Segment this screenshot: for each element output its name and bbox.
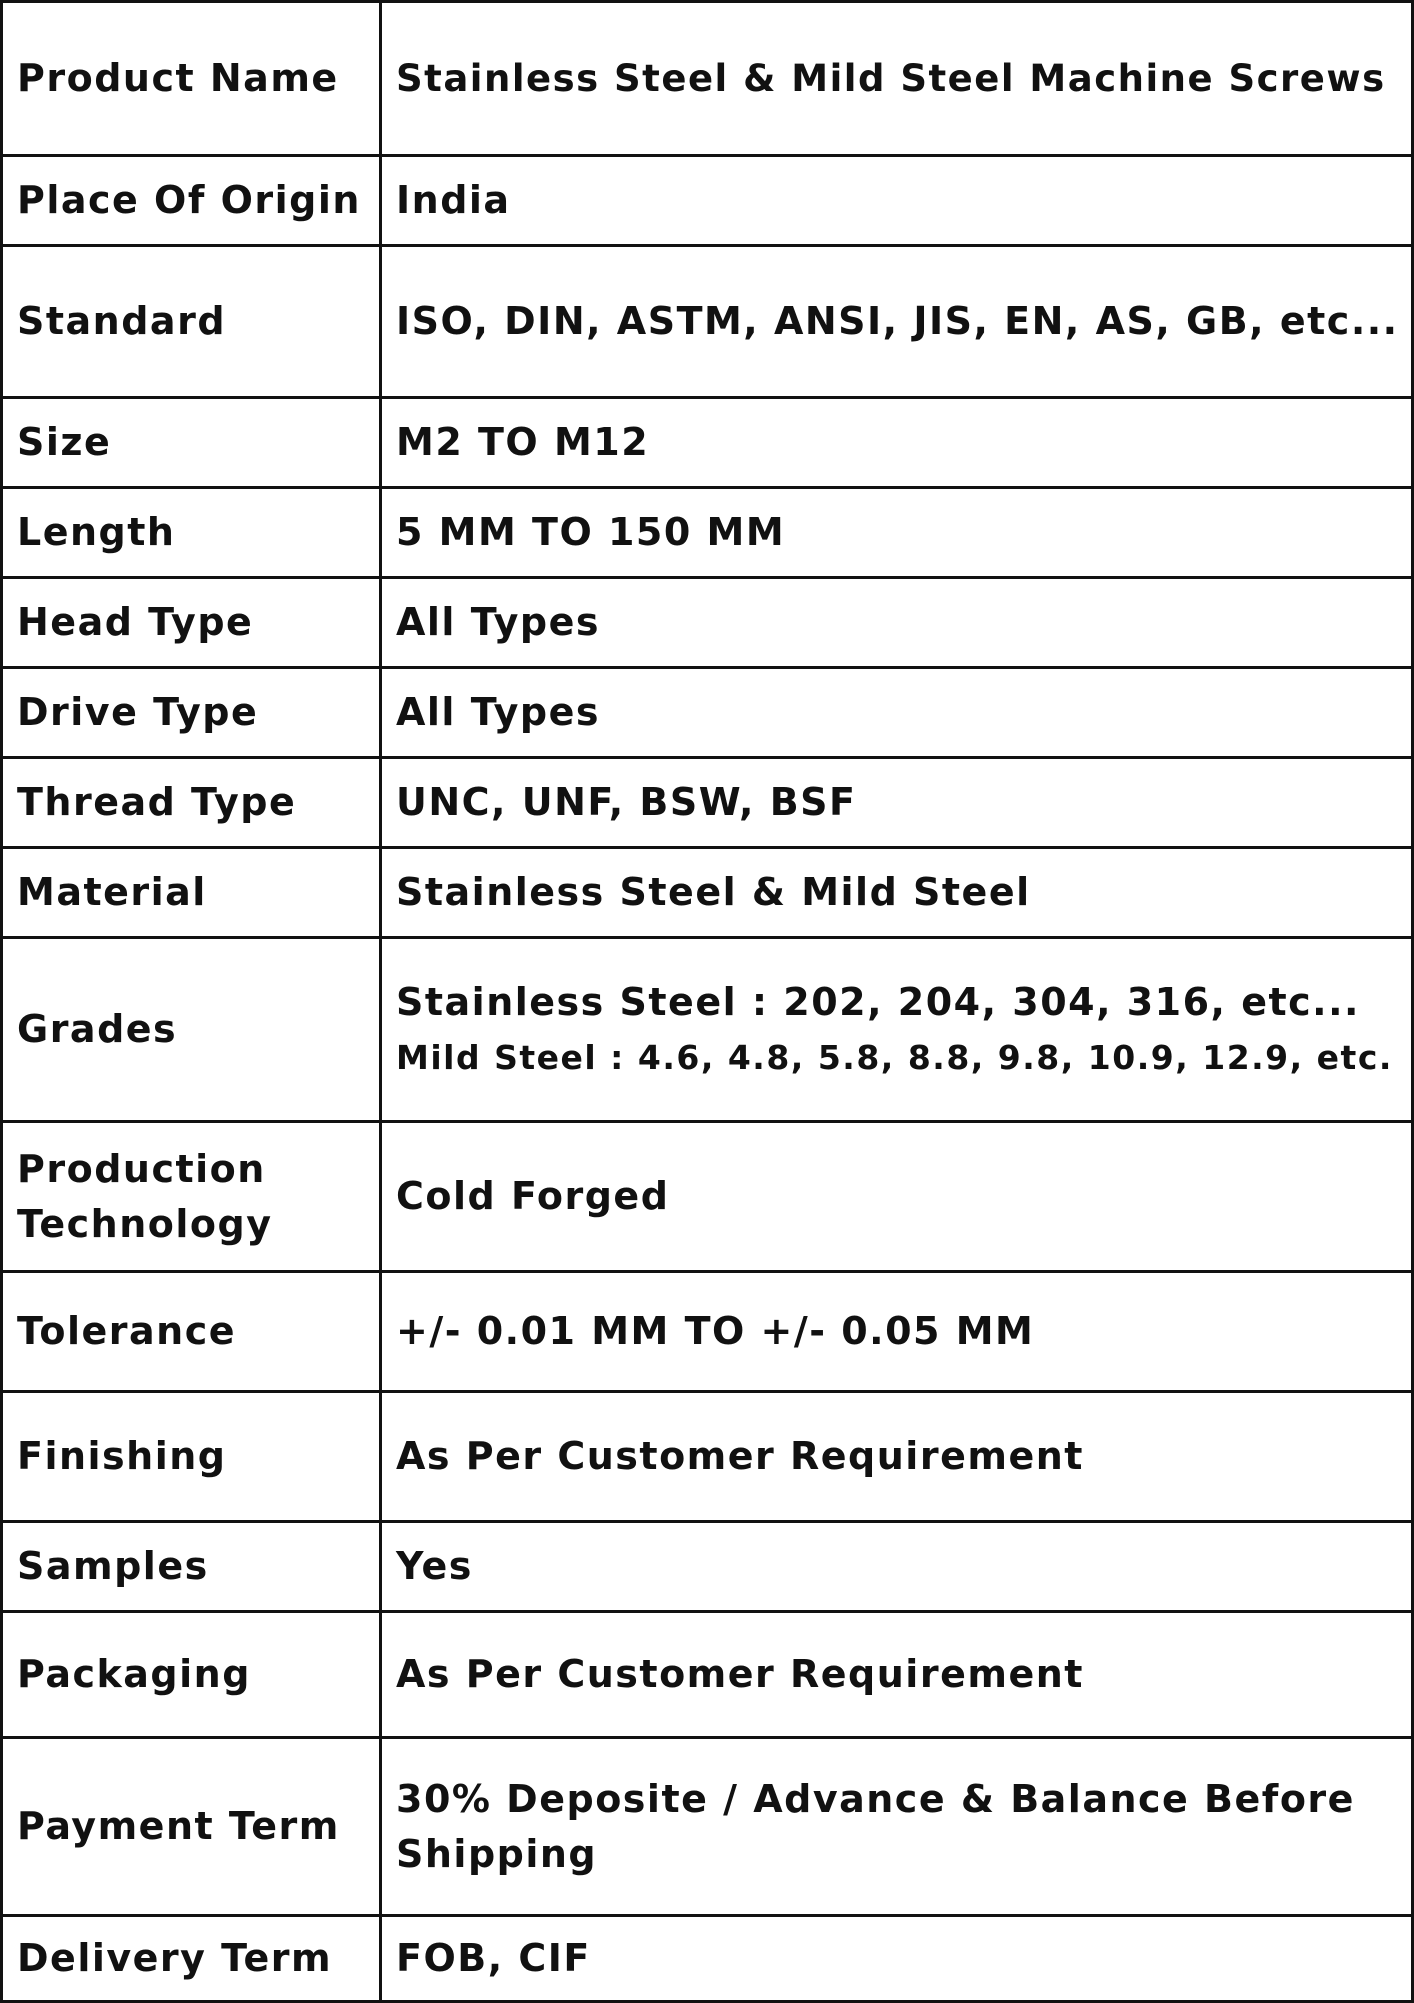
spec-label-cell	[2, 848, 381, 938]
spec-value-cell	[381, 1122, 1413, 1272]
table-row	[2, 1522, 1413, 1612]
spec-value: As Per Customer Requirement	[396, 1652, 1084, 1696]
spec-label: Samples	[17, 1544, 209, 1588]
spec-value-cell	[381, 156, 1413, 246]
spec-label-cell	[2, 758, 381, 848]
spec-label: Product Name	[17, 56, 339, 100]
spec-value: Mild Steel : 4.6, 4.8, 5.8, 8.8, 9.8, 10.9, 12.9, etc.	[396, 1037, 1393, 1077]
spec-value: As Per Customer Requirement	[396, 1434, 1084, 1478]
table-row	[2, 398, 1413, 488]
spec-value: Stainless Steel : 202, 204, 304, 316, etc...	[396, 979, 1360, 1024]
spec-label-cell	[2, 578, 381, 668]
spec-label-cell	[2, 1612, 381, 1738]
spec-label: Packaging	[17, 1652, 251, 1696]
spec-label: Delivery Term	[17, 1936, 333, 1980]
spec-value-cell	[381, 1272, 1413, 1392]
spec-label: Grades	[17, 1007, 178, 1051]
spec-value: 5 MM TO 150 MM	[396, 510, 786, 554]
spec-value-cell	[381, 938, 1413, 1122]
table-row	[2, 1122, 1413, 1272]
table-row	[2, 938, 1413, 1122]
spec-label: Tolerance	[17, 1309, 237, 1353]
spec-value: Cold Forged	[396, 1174, 670, 1218]
spec-label: Drive Type	[17, 690, 259, 734]
spec-label-cell	[2, 2, 381, 156]
spec-value: Yes	[396, 1544, 473, 1588]
spec-value: Stainless Steel & Mild Steel Machine Screws	[396, 57, 1386, 100]
spec-value-cell	[381, 1612, 1413, 1738]
spec-value-cell	[381, 668, 1413, 758]
spec-label: Production	[17, 1146, 266, 1191]
spec-label: Payment Term	[17, 1804, 340, 1848]
table-row	[2, 1916, 1413, 2002]
spec-value: All Types	[396, 600, 600, 644]
spec-label-cell	[2, 398, 381, 488]
table-row	[2, 1392, 1413, 1522]
spec-value: UNC, UNF, BSW, BSF	[396, 780, 857, 824]
spec-value-cell	[381, 398, 1413, 488]
spec-value: All Types	[396, 690, 600, 734]
spec-label: Length	[17, 510, 176, 554]
spec-table-body	[2, 2, 1413, 2002]
spec-value: 30% Deposite / Advance & Balance Before	[396, 1776, 1355, 1821]
spec-value-cell	[381, 2, 1413, 156]
spec-value-cell	[381, 1392, 1413, 1522]
spec-label-cell	[2, 938, 381, 1122]
table-row	[2, 1612, 1413, 1738]
spec-value: FOB, CIF	[396, 1936, 591, 1980]
spec-value-cell	[381, 578, 1413, 668]
spec-label: Finishing	[17, 1434, 227, 1478]
spec-label-cell	[2, 1122, 381, 1272]
table-row	[2, 246, 1413, 398]
spec-value: M2 TO M12	[396, 420, 650, 464]
spec-value-cell	[381, 1916, 1413, 2002]
spec-label: Head Type	[17, 600, 254, 644]
spec-value: Shipping	[396, 1831, 598, 1876]
table-row	[2, 848, 1413, 938]
table-row	[2, 1272, 1413, 1392]
spec-label: Size	[17, 420, 112, 464]
spec-value: ISO, DIN, ASTM, ANSI, JIS, EN, AS, GB, etc...	[396, 299, 1399, 343]
table-row	[2, 1738, 1413, 1916]
table-row	[2, 2, 1413, 156]
spec-label: Standard	[17, 299, 227, 343]
table-row	[2, 578, 1413, 668]
spec-value-cell	[381, 758, 1413, 848]
spec-label-cell	[2, 668, 381, 758]
table-row	[2, 668, 1413, 758]
spec-label-cell	[2, 156, 381, 246]
spec-label-cell	[2, 1272, 381, 1392]
spec-value-cell	[381, 246, 1413, 398]
spec-label: Place Of Origin	[17, 178, 361, 222]
spec-label: Technology	[17, 1201, 273, 1246]
spec-label-cell	[2, 1916, 381, 2002]
spec-value-cell	[381, 848, 1413, 938]
table-row	[2, 488, 1413, 578]
spec-value-cell	[381, 1522, 1413, 1612]
spec-value-cell	[381, 488, 1413, 578]
table-row	[2, 156, 1413, 246]
spec-label-cell	[2, 1738, 381, 1916]
spec-label-cell	[2, 246, 381, 398]
spec-label-cell	[2, 1522, 381, 1612]
spec-label-cell	[2, 1392, 381, 1522]
spec-value: India	[396, 178, 511, 222]
spec-label: Thread Type	[17, 780, 297, 824]
spec-value-cell	[381, 1738, 1413, 1916]
table-row	[2, 758, 1413, 848]
spec-label-cell	[2, 488, 381, 578]
spec-label: Material	[17, 870, 207, 914]
spec-value: Stainless Steel & Mild Steel	[396, 870, 1031, 914]
spec-value: +/- 0.01 MM TO +/- 0.05 MM	[396, 1309, 1035, 1353]
